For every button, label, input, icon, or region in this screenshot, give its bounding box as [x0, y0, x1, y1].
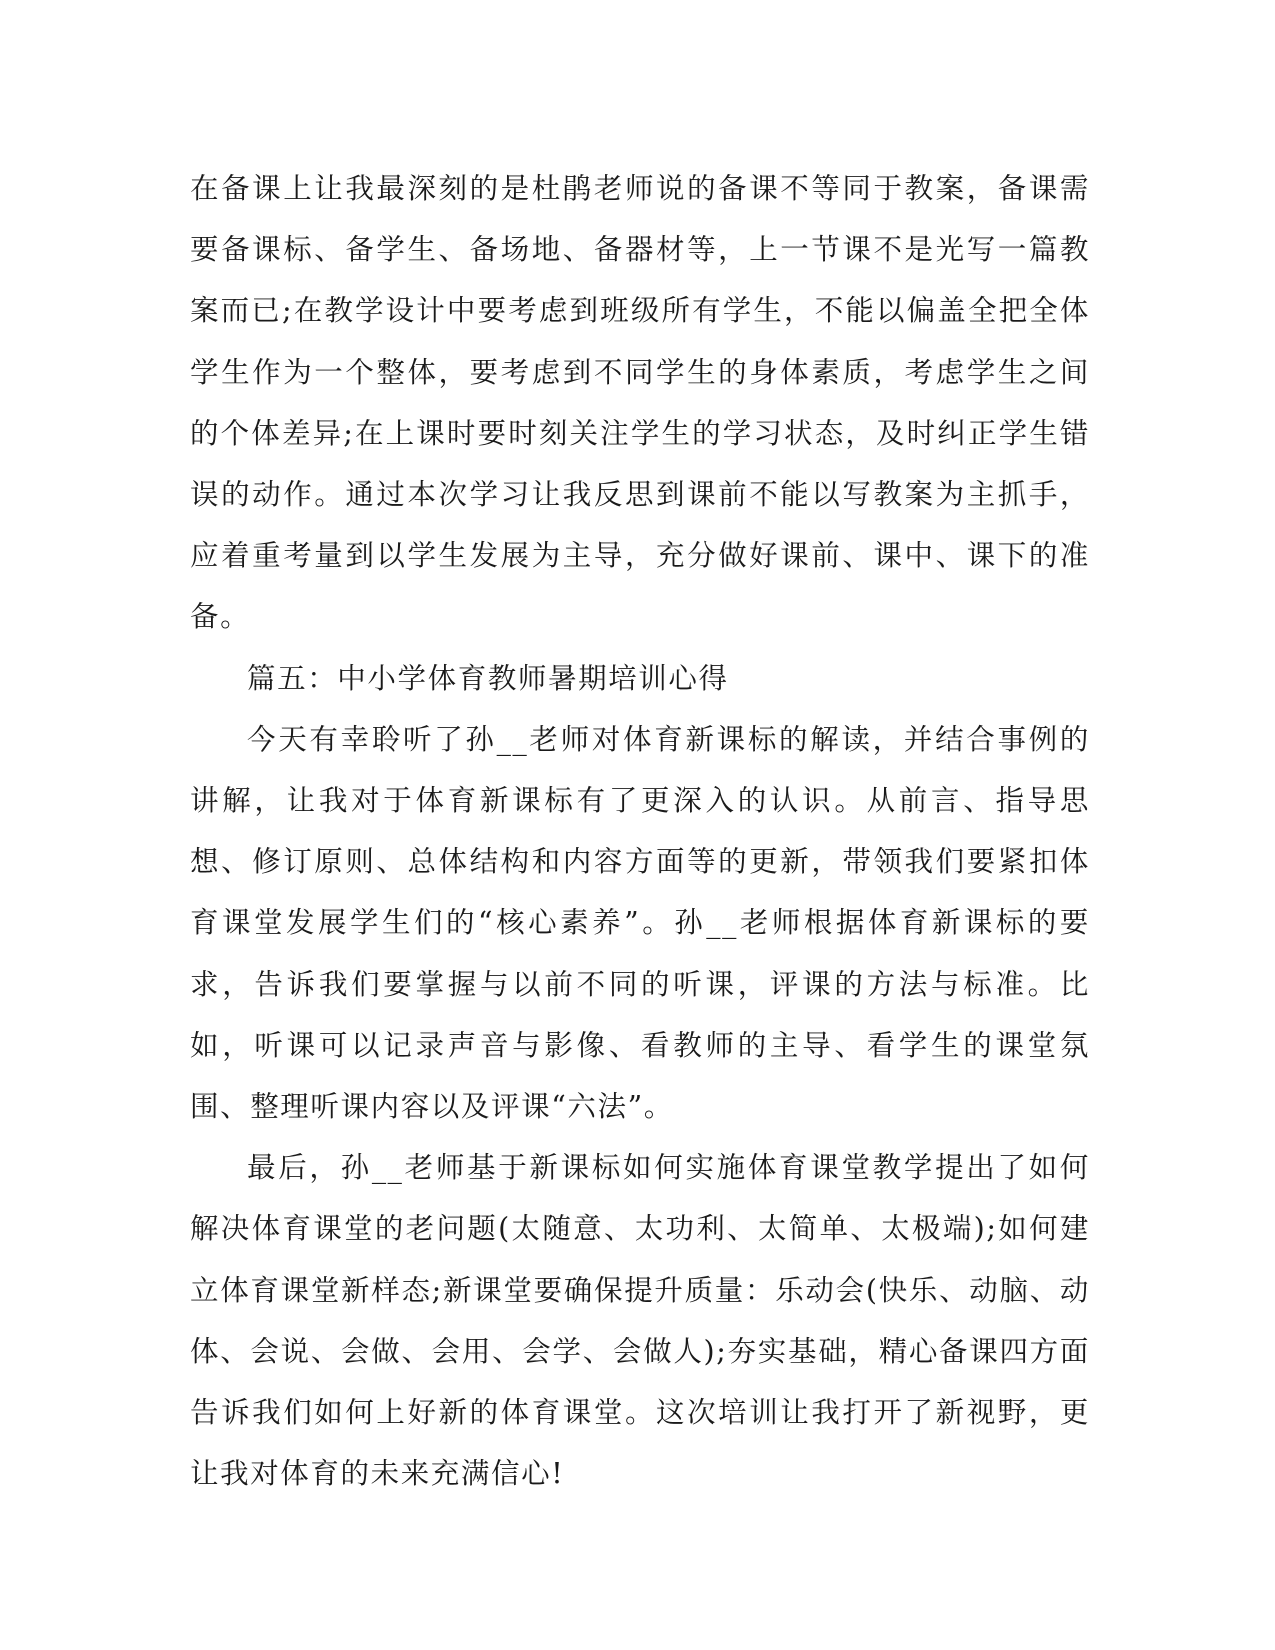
paragraph-continuation: 在备课上让我最深刻的是杜鹃老师说的备课不等同于教案，备课需要备课标、备学生、备场地、备器材等，上一节课不是光写一篇教案而已;在教学设计中要考虑到班级所有学生，不能以偏盖全把全体学生作为一个整体，要考虑到不同学生的身体素质，考虑学生之间的个体差异;在上课时要时刻关注学生的学习状态，及时纠正学生错误的动作。通过本次学习让我反思到课前不能以写教案为主抓手，应着重考量到以学生发展为主导，充分做好课前、课中、课下的准备。: [190, 172, 1090, 634]
section-heading: 篇五：中小学体育教师暑期培训心得: [247, 661, 729, 695]
paragraph-body-2: 最后，孙__老师基于新课标如何实施体育课堂教学提出了如何解决体育课堂的老问题(太随意、太功利、太简单、太极端);如何建立体育课堂新样态;新课堂要确保提升质量：乐动会(快乐、动脑、动体、会说、会做、会用、会学、会做人);夯实基础，精心备课四方面告诉我们如何上好新的体育课堂。这次培训让我打开了新视野，更让我对体育的未来充满信心!: [190, 1151, 1090, 1491]
document-body: [190, 158, 1090, 1504]
paragraph-body-1: 今天有幸聆听了孙__老师对体育新课标的解读，并结合事例的讲解，让我对于体育新课标有了更深入的认识。从前言、指导思想、修订原则、总体结构和内容方面等的更新，带领我们要紧扣体育课堂发展学生们的“核心素养”。孙__老师根据体育新课标的要求，告诉我们要掌握与以前不同的听课，评课的方法与标准。比如，听课可以记录声音与影像、看教师的主导、看学生的课堂氛围、整理听课内容以及评课“六法”。: [190, 722, 1090, 1124]
